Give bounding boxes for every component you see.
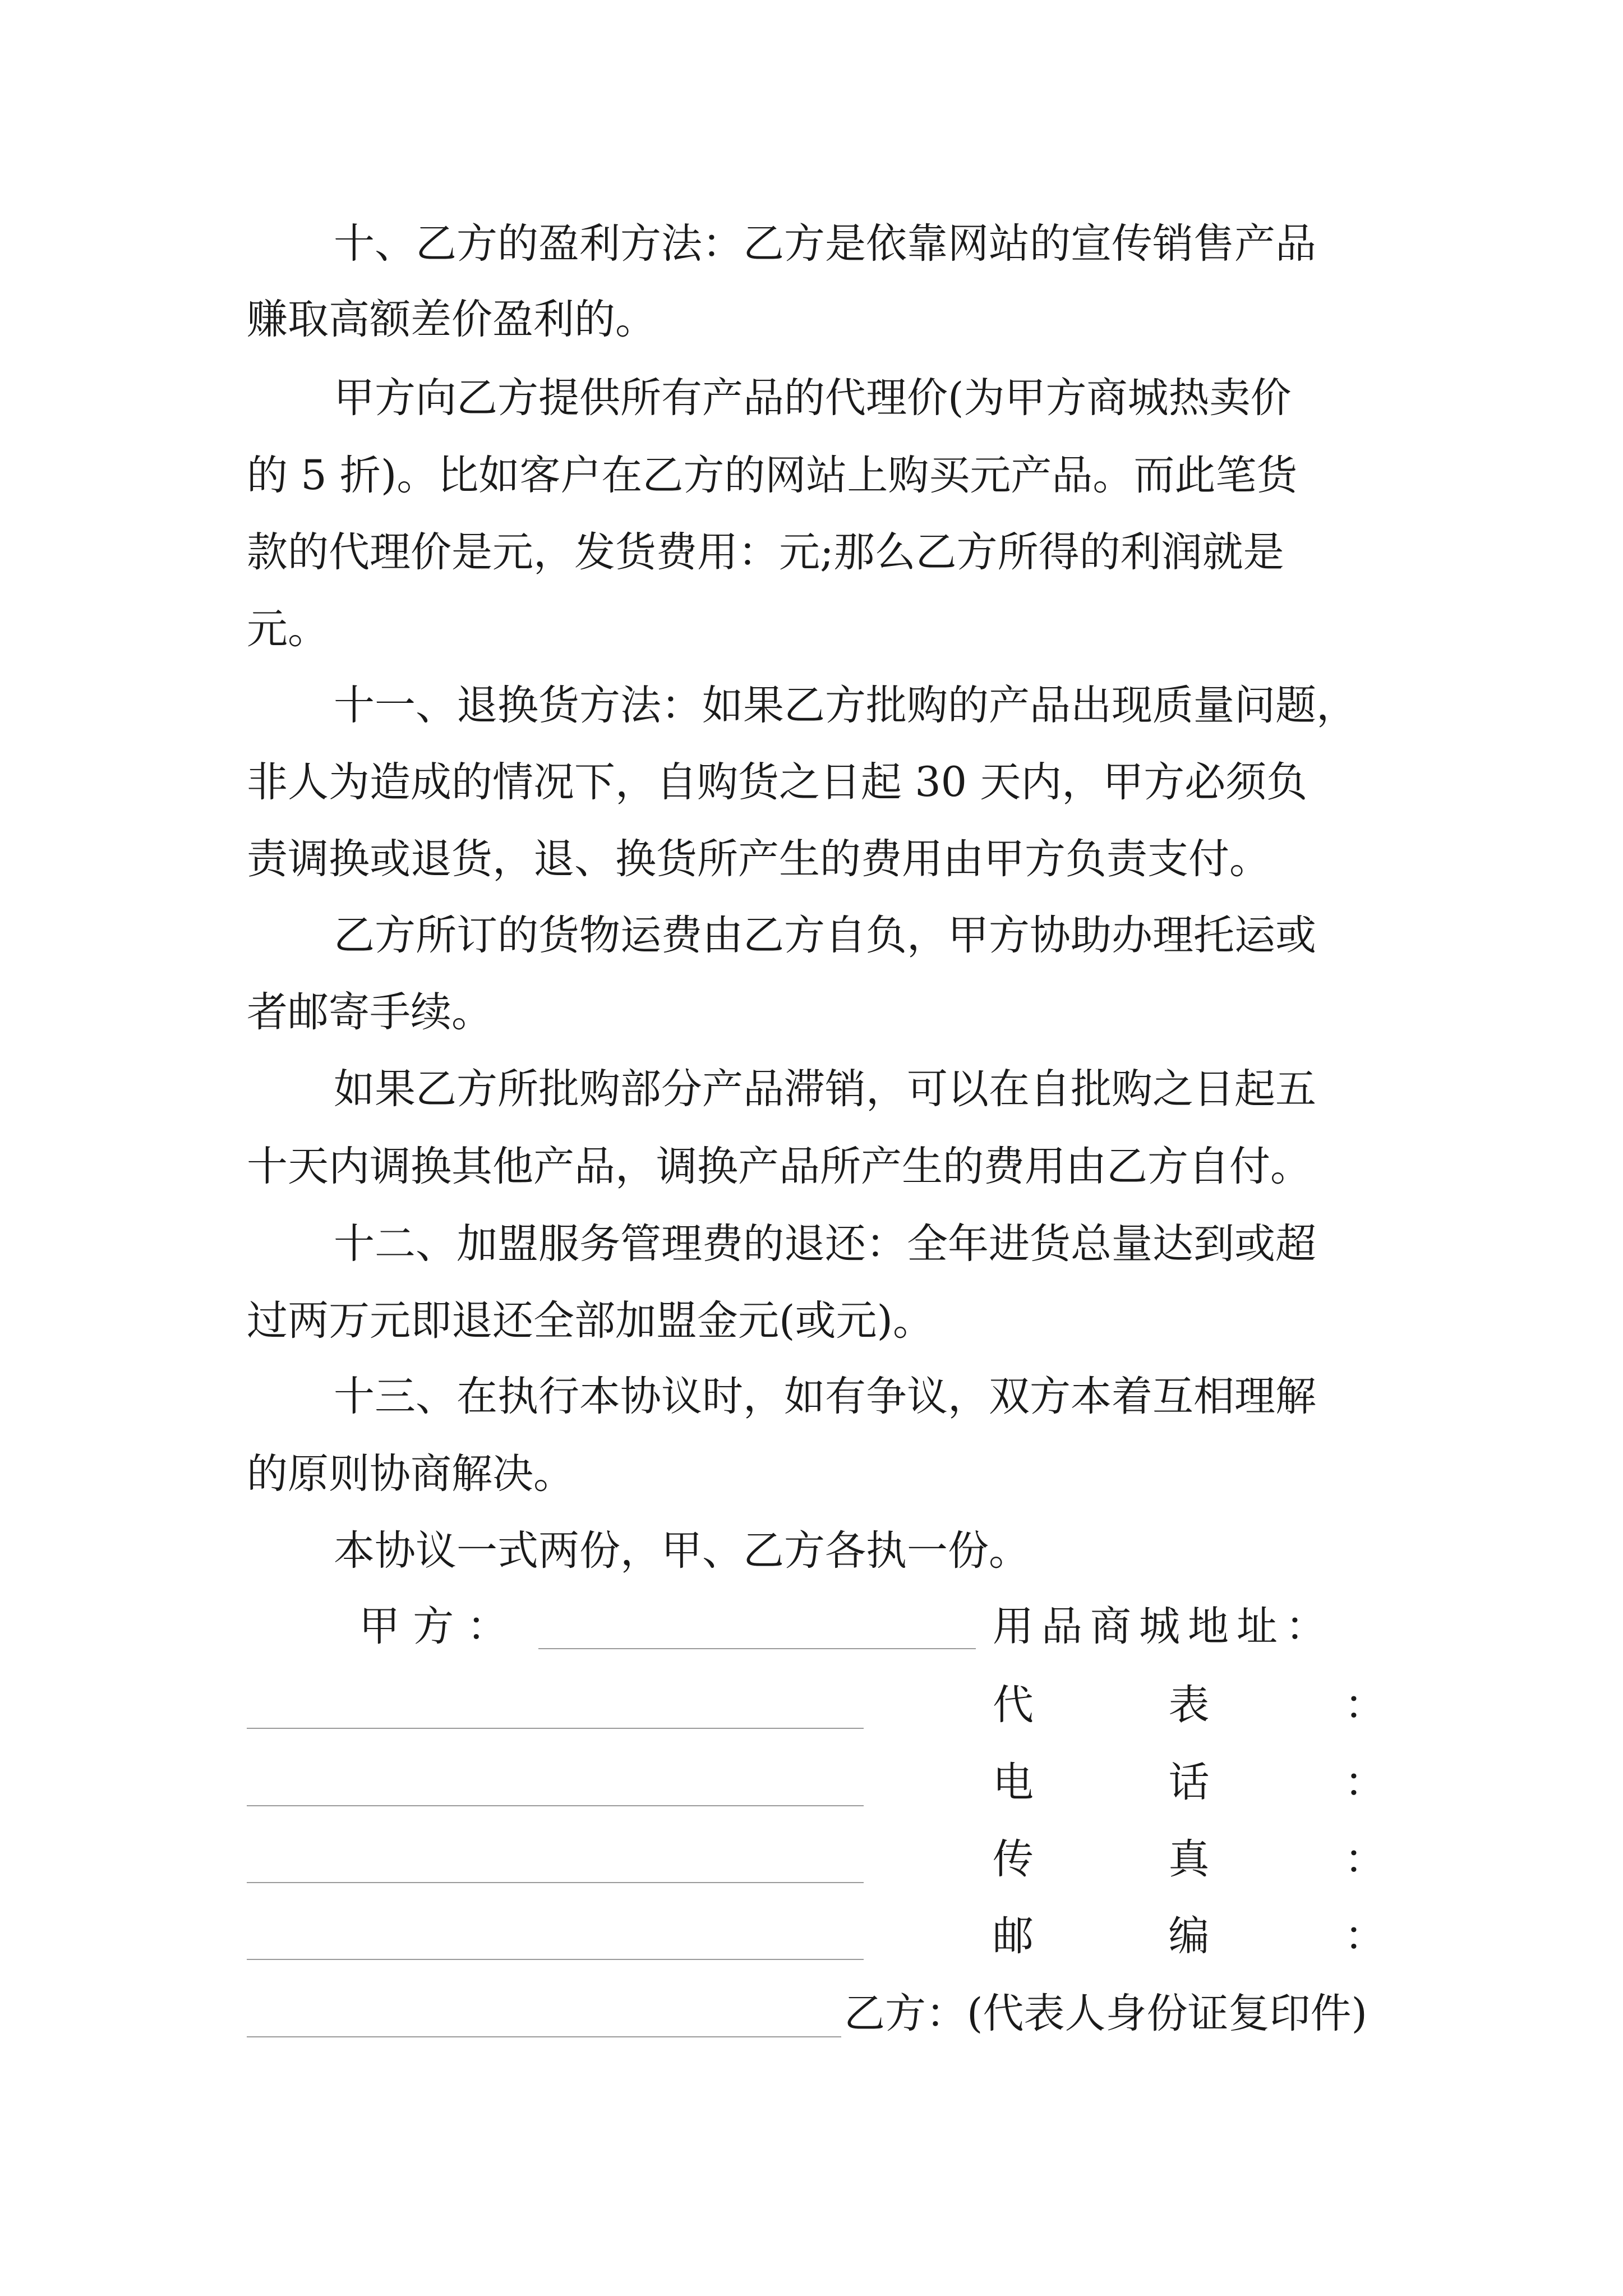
unsold-line-1: 如果乙方所批购部分产品滞销，可以在自批购之日起五 (334, 1065, 1316, 1113)
postcode-row (993, 1908, 1385, 1964)
clause-11-line-1: 十一、退换货方法：如果乙方批购的产品出现质量问题， (334, 682, 1357, 729)
freight-line-1: 乙方所订的货物运费由乙方自负，甲方协助办理托运或 (334, 912, 1316, 959)
clause-13-line-2: 的原则协商解决。 (247, 1450, 574, 1498)
agent-price-line-1: 甲方向乙方提供所有产品的代理价(为甲方商城热卖价 (334, 374, 1292, 422)
unsold-line-2: 十天内调换其他产品，调换产品所产生的费用由乙方自付。 (247, 1143, 1311, 1190)
address-label: 用品商城地址： (993, 1603, 1334, 1650)
agent-price-line-2: 的 5 折)。比如客户在乙方的网站上购买元产品。而此笔货 (247, 452, 1298, 499)
party-b-label: 乙方：(代表人身份证复印件) (844, 1990, 1367, 2037)
fax-char-2: 真 (1168, 1835, 1210, 1883)
party-a-blank[interactable] (538, 1648, 976, 1649)
clause-13-line-1: 十三、在执行本协议时，如有争议，双方本着互相理解 (334, 1373, 1316, 1420)
clause-10-line-1: 十、乙方的盈利方法：乙方是依靠网站的宣传销售产品 (334, 220, 1316, 268)
party-a-label: 甲 方 ： (359, 1603, 508, 1650)
agent-price-line-4: 元。 (247, 605, 329, 653)
clause-11-line-2: 非人为造成的情况下，自购货之日起 30 天内，甲方必须负 (247, 758, 1308, 806)
fax-row (993, 1832, 1385, 1888)
clause-12-line-1: 十二、加盟服务管理费的退还：全年进货总量达到或超 (334, 1220, 1316, 1268)
copies-line: 本协议一式两份，甲、乙方各执一份。 (334, 1527, 1030, 1575)
address-blank[interactable] (247, 1728, 864, 1729)
postcode-colon: ： (1344, 1912, 1385, 1960)
representative-char-2: 表 (1168, 1681, 1210, 1729)
representative-blank[interactable] (247, 1805, 864, 1806)
postcode-char-2: 编 (1168, 1912, 1210, 1960)
agent-price-line-3: 款的代理价是元，发货费用：元;那么乙方所得的利润就是 (247, 528, 1284, 576)
postcode-char-1: 邮 (993, 1912, 1034, 1960)
postcode-blank[interactable] (247, 2036, 841, 2037)
phone-colon: ： (1344, 1759, 1385, 1806)
phone-char-2: 话 (1168, 1759, 1210, 1806)
phone-blank[interactable] (247, 1882, 864, 1883)
fax-blank[interactable] (247, 1959, 864, 1960)
phone-row (993, 1755, 1385, 1811)
representative-char-1: 代 (993, 1681, 1034, 1729)
clause-12-line-2: 过两万元即退还全部加盟金元(或元)。 (247, 1297, 934, 1345)
clause-10-line-2: 赚取高额差价盈利的。 (247, 296, 656, 343)
representative-colon: ： (1344, 1681, 1385, 1729)
phone-char-1: 电 (993, 1759, 1034, 1806)
freight-line-2: 者邮寄手续。 (247, 988, 492, 1036)
clause-11-line-3: 责调换或退货，退、换货所产生的费用由甲方负责支付。 (247, 835, 1270, 883)
fax-colon: ： (1344, 1835, 1385, 1883)
representative-row (993, 1677, 1385, 1733)
fax-char-1: 传 (993, 1835, 1034, 1883)
